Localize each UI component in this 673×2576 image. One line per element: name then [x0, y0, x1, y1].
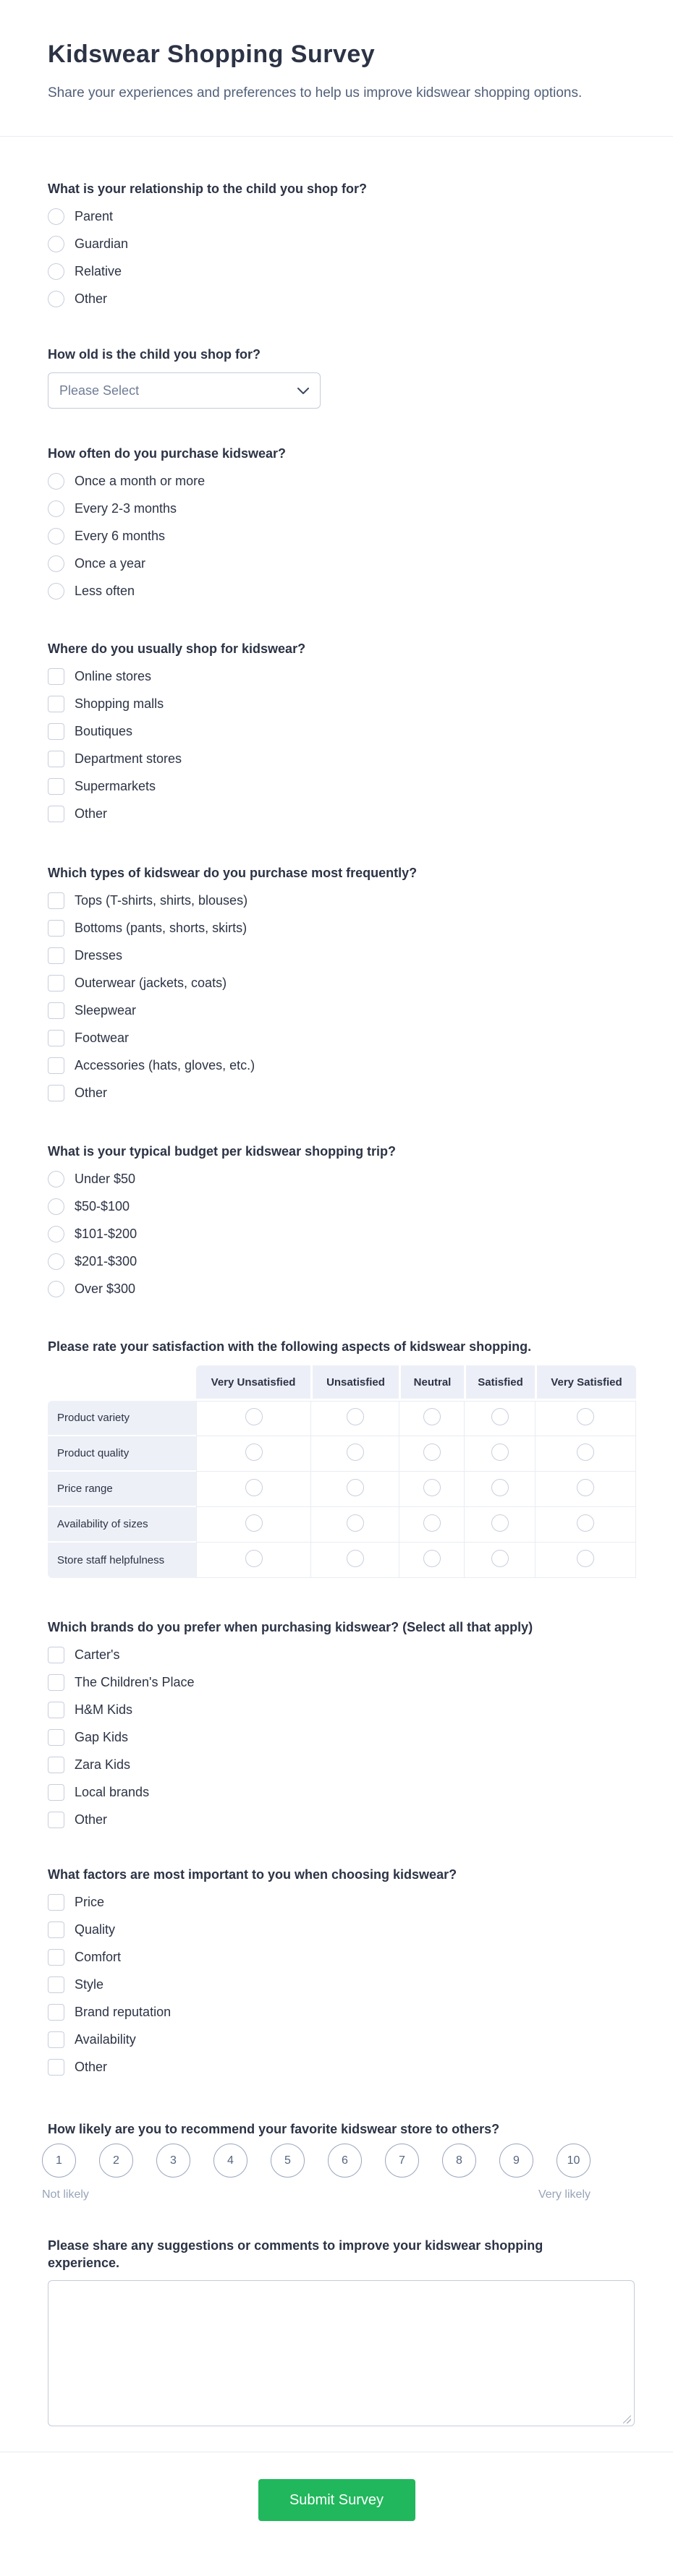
- checkbox-icon[interactable]: [48, 1057, 64, 1074]
- radio-option[interactable]: [48, 555, 635, 572]
- checkbox-option[interactable]: [48, 1784, 635, 1801]
- matrix-radio-icon[interactable]: [491, 1550, 509, 1567]
- checkbox-option[interactable]: [48, 1922, 635, 1938]
- checkbox-option[interactable]: [48, 1002, 635, 1019]
- scale-labels: [42, 2186, 591, 2204]
- radio-option[interactable]: [48, 1226, 635, 1242]
- matrix-cell[interactable]: [310, 1472, 399, 1507]
- matrix-radio-icon[interactable]: [577, 1443, 594, 1461]
- matrix-radio-icon[interactable]: [423, 1408, 441, 1425]
- checkbox-icon[interactable]: [48, 1922, 64, 1938]
- checkbox-icon[interactable]: [48, 696, 64, 712]
- checkbox-icon[interactable]: [48, 1894, 64, 1911]
- radio-option[interactable]: [48, 1198, 635, 1215]
- option-label: Less often: [75, 584, 135, 598]
- resize-handle-icon[interactable]: [623, 2415, 631, 2423]
- radio-option[interactable]: [48, 528, 635, 545]
- option-label: $50-$100: [75, 1199, 130, 1214]
- checkbox-icon[interactable]: [48, 1674, 64, 1691]
- option-label: Comfort: [75, 1950, 122, 1964]
- matrix-cell[interactable]: [310, 1401, 399, 1436]
- checkbox-option[interactable]: [48, 1894, 635, 1911]
- matrix-radio-icon[interactable]: [347, 1479, 364, 1496]
- matrix-cell[interactable]: [310, 1507, 399, 1543]
- matrix-cell[interactable]: [196, 1543, 310, 1578]
- option-label: Every 2-3 months: [75, 501, 177, 516]
- radio-icon[interactable]: [48, 583, 64, 600]
- matrix-radio-icon[interactable]: [347, 1443, 364, 1461]
- matrix-radio-icon[interactable]: [347, 1550, 364, 1567]
- matrix-radio-icon[interactable]: [423, 1479, 441, 1496]
- checkbox-icon[interactable]: [48, 1002, 64, 1019]
- checkbox-option[interactable]: [48, 1729, 635, 1746]
- matrix-column-header: Unsatisfied: [310, 1365, 399, 1401]
- radio-icon[interactable]: [48, 1198, 64, 1215]
- question-label: How likely are you to recommend your favorite kidswear store to others?: [48, 2122, 500, 2136]
- matrix-column-header: Very Satisfied: [535, 1365, 636, 1401]
- option-label: The Children's Place: [75, 1675, 195, 1689]
- matrix-row: [48, 1472, 636, 1507]
- matrix-cell[interactable]: [310, 1543, 399, 1578]
- matrix-row-label: Availability of sizes: [48, 1507, 196, 1543]
- scale-option-10[interactable]: [556, 2144, 591, 2178]
- checkbox-icon[interactable]: [48, 2059, 64, 2076]
- matrix-row: [48, 1436, 636, 1472]
- radio-option[interactable]: [48, 473, 635, 490]
- radio-icon[interactable]: [48, 291, 64, 307]
- chevron-down-icon: [297, 388, 309, 394]
- question-label: How often do you purchase kidswear?: [48, 446, 287, 461]
- matrix-cell[interactable]: [196, 1436, 310, 1472]
- question-label: How old is the child you shop for?: [48, 347, 261, 362]
- option-label: Other: [75, 1086, 108, 1100]
- checkbox-option[interactable]: [48, 1085, 635, 1101]
- scale-option-5[interactable]: [271, 2144, 305, 2178]
- question-budget: [0, 1143, 673, 1297]
- checkbox-option[interactable]: [48, 1976, 635, 1993]
- checkbox-icon[interactable]: [48, 806, 64, 822]
- option-label: Relative: [75, 264, 122, 278]
- radio-icon[interactable]: [48, 1253, 64, 1270]
- question-label: What is your typical budget per kidswear shopping trip?: [48, 1144, 397, 1159]
- checkbox-icon[interactable]: [48, 751, 64, 767]
- checkbox-option[interactable]: [48, 723, 635, 740]
- scale-number: 2: [113, 2154, 119, 2167]
- child-age-select[interactable]: [48, 372, 321, 409]
- radio-option[interactable]: [48, 291, 635, 307]
- option-label: Quality: [75, 1922, 116, 1937]
- scale-option-8[interactable]: [442, 2144, 476, 2178]
- checkbox-icon[interactable]: [48, 1702, 64, 1718]
- option-label: Bottoms (pants, shorts, skirts): [75, 921, 247, 935]
- matrix-radio-icon[interactable]: [577, 1408, 594, 1425]
- matrix-row-label: Product quality: [48, 1436, 196, 1472]
- checkbox-option[interactable]: [48, 892, 635, 909]
- matrix-cell[interactable]: [196, 1472, 310, 1507]
- checkbox-option[interactable]: [48, 668, 635, 685]
- option-label: Other: [75, 1812, 108, 1827]
- matrix-radio-icon[interactable]: [423, 1443, 441, 1461]
- question-frequency: [0, 445, 673, 600]
- option-label: Accessories (hats, gloves, etc.): [75, 1058, 255, 1072]
- matrix-radio-icon[interactable]: [491, 1408, 509, 1425]
- option-label: Once a month or more: [75, 474, 206, 488]
- matrix-row-label: Product variety: [48, 1401, 196, 1436]
- matrix-radio-icon[interactable]: [245, 1443, 263, 1461]
- radio-option[interactable]: [48, 1171, 635, 1187]
- matrix-cell[interactable]: [464, 1401, 535, 1436]
- matrix-row: [48, 1543, 636, 1578]
- matrix-radio-icon[interactable]: [245, 1408, 263, 1425]
- checkbox-option[interactable]: [48, 1757, 635, 1773]
- checkbox-option[interactable]: [48, 1647, 635, 1663]
- option-label: Other: [75, 291, 108, 306]
- scale-option-1[interactable]: [42, 2144, 76, 2178]
- option-label: Zara Kids: [75, 1757, 131, 1772]
- scale-number: 9: [513, 2154, 520, 2167]
- question-label: Where do you usually shop for kidswear?: [48, 641, 306, 656]
- scale-number: 1: [56, 2154, 62, 2167]
- option-label: Gap Kids: [75, 1730, 129, 1744]
- checkbox-icon[interactable]: [48, 1976, 64, 1993]
- question-label: Please share any suggestions or comments to improve your kidswear shopping experience.: [48, 2238, 543, 2270]
- checkbox-icon[interactable]: [48, 2004, 64, 2021]
- scale-option-6[interactable]: [328, 2144, 362, 2178]
- option-label: Under $50: [75, 1172, 136, 1186]
- radio-icon[interactable]: [48, 263, 64, 280]
- scale-min-label: Not likely: [42, 2188, 89, 2201]
- comments-textarea[interactable]: [48, 2280, 635, 2426]
- radio-icon[interactable]: [48, 236, 64, 252]
- radio-icon[interactable]: [48, 1226, 64, 1242]
- matrix-cell[interactable]: [399, 1472, 464, 1507]
- checkbox-option[interactable]: [48, 696, 635, 712]
- scale-option-4[interactable]: [213, 2144, 247, 2178]
- form-title: Kidswear Shopping Survey: [48, 40, 376, 68]
- question-relationship: [0, 180, 673, 307]
- matrix-row-label: Store staff helpfulness: [48, 1543, 196, 1578]
- matrix-column-header: Neutral: [399, 1365, 464, 1401]
- matrix-radio-icon[interactable]: [347, 1514, 364, 1532]
- scale-number: 4: [227, 2154, 234, 2167]
- checkbox-option[interactable]: [48, 806, 635, 822]
- option-label: Department stores: [75, 751, 182, 766]
- checkbox-option[interactable]: [48, 1057, 635, 1074]
- scale-number: 3: [170, 2154, 177, 2167]
- checkbox-option[interactable]: [48, 778, 635, 795]
- radio-option[interactable]: [48, 208, 635, 225]
- option-label: Tops (T-shirts, shirts, blouses): [75, 893, 248, 908]
- option-label: Dresses: [75, 948, 123, 963]
- scale-option-3[interactable]: [156, 2144, 190, 2178]
- matrix-radio-icon[interactable]: [577, 1514, 594, 1532]
- matrix-cell[interactable]: [464, 1543, 535, 1578]
- option-label: Supermarkets: [75, 779, 156, 793]
- option-label: Carter's: [75, 1647, 120, 1662]
- checkbox-icon[interactable]: [48, 1729, 64, 1746]
- radio-icon[interactable]: [48, 528, 64, 545]
- option-label: Over $300: [75, 1281, 136, 1296]
- matrix-radio-icon[interactable]: [245, 1550, 263, 1567]
- checkbox-option[interactable]: [48, 2004, 635, 2021]
- option-label: Availability: [75, 2032, 136, 2047]
- question-satisfaction-matrix: [0, 1338, 673, 1578]
- select-placeholder: Please Select: [59, 383, 140, 398]
- option-label: H&M Kids: [75, 1702, 133, 1717]
- matrix-cell[interactable]: [464, 1472, 535, 1507]
- radio-option[interactable]: [48, 236, 635, 252]
- matrix-row-label: Price range: [48, 1472, 196, 1507]
- checkbox-icon[interactable]: [48, 1812, 64, 1828]
- option-label: Price: [75, 1895, 105, 1909]
- matrix-cell[interactable]: [464, 1507, 535, 1543]
- checkbox-icon[interactable]: [48, 1030, 64, 1046]
- matrix-cell[interactable]: [535, 1507, 636, 1543]
- checkbox-option[interactable]: [48, 2031, 635, 2048]
- matrix-cell[interactable]: [399, 1401, 464, 1436]
- checkbox-option[interactable]: [48, 2059, 635, 2076]
- scale-option-9[interactable]: [499, 2144, 533, 2178]
- option-label: Boutiques: [75, 724, 133, 738]
- radio-option[interactable]: [48, 583, 635, 600]
- checkbox-icon[interactable]: [48, 947, 64, 964]
- question-recommend-scale: [0, 2120, 673, 2204]
- matrix-radio-icon[interactable]: [245, 1514, 263, 1532]
- matrix-row: [48, 1507, 636, 1543]
- scale-number: 7: [399, 2154, 405, 2167]
- radio-option[interactable]: [48, 1281, 635, 1297]
- checkbox-icon[interactable]: [48, 920, 64, 937]
- checkbox-option[interactable]: [48, 1949, 635, 1966]
- option-label: Style: [75, 1977, 104, 1992]
- checkbox-icon[interactable]: [48, 723, 64, 740]
- checkbox-option[interactable]: [48, 975, 635, 991]
- matrix-cell[interactable]: [535, 1436, 636, 1472]
- option-label: Footwear: [75, 1031, 130, 1045]
- checkbox-icon[interactable]: [48, 1784, 64, 1801]
- checkbox-icon[interactable]: [48, 2031, 64, 2048]
- matrix-cell[interactable]: [399, 1436, 464, 1472]
- question-label: Which types of kidswear do you purchase most frequently?: [48, 866, 418, 880]
- question-label: What is your relationship to the child you shop for?: [48, 182, 368, 196]
- radio-option[interactable]: [48, 1253, 635, 1270]
- radio-icon[interactable]: [48, 473, 64, 490]
- matrix-column-header: Satisfied: [464, 1365, 535, 1401]
- checkbox-option[interactable]: [48, 1030, 635, 1046]
- checkbox-option[interactable]: [48, 947, 635, 964]
- form-header: [0, 0, 673, 104]
- radio-icon[interactable]: [48, 208, 64, 225]
- matrix-cell[interactable]: [196, 1507, 310, 1543]
- matrix-column-header: Very Unsatisfied: [196, 1365, 310, 1401]
- question-types: [0, 864, 673, 1101]
- option-label: $101-$200: [75, 1227, 137, 1241]
- matrix-radio-icon[interactable]: [245, 1479, 263, 1496]
- scale-row: [42, 2144, 635, 2178]
- option-label: $201-$300: [75, 1254, 137, 1268]
- header-divider: [0, 136, 673, 137]
- checkbox-option[interactable]: [48, 751, 635, 767]
- checkbox-icon[interactable]: [48, 1949, 64, 1966]
- matrix-radio-icon[interactable]: [423, 1550, 441, 1567]
- radio-icon[interactable]: [48, 555, 64, 572]
- radio-option[interactable]: [48, 500, 635, 517]
- option-label: Local brands: [75, 1785, 150, 1799]
- matrix-cell[interactable]: [464, 1436, 535, 1472]
- radio-icon[interactable]: [48, 500, 64, 517]
- scale-number: 8: [456, 2154, 462, 2167]
- matrix-radio-icon[interactable]: [577, 1550, 594, 1567]
- question-where-shop: [0, 640, 673, 822]
- option-label: Guardian: [75, 236, 129, 251]
- option-label: Sleepwear: [75, 1003, 137, 1018]
- option-label: Outerwear (jackets, coats): [75, 976, 227, 990]
- scale-max-label: Very likely: [538, 2188, 591, 2201]
- matrix-corner-cell: [48, 1365, 196, 1401]
- matrix-cell[interactable]: [399, 1543, 464, 1578]
- scale-number: 10: [567, 2154, 580, 2167]
- question-label: Please rate your satisfaction with the following aspects of kidswear shopping.: [48, 1339, 532, 1354]
- checkbox-icon[interactable]: [48, 778, 64, 795]
- submit-button[interactable]: Submit Survey: [258, 2479, 415, 2521]
- radio-option[interactable]: [48, 263, 635, 280]
- scale-option-7[interactable]: [385, 2144, 419, 2178]
- option-label: Online stores: [75, 669, 152, 683]
- question-factors: [0, 1866, 673, 2076]
- scale-number: 6: [342, 2154, 348, 2167]
- option-label: Parent: [75, 209, 114, 223]
- matrix-cell[interactable]: [535, 1472, 636, 1507]
- matrix-radio-icon[interactable]: [577, 1479, 594, 1496]
- matrix-radio-icon[interactable]: [491, 1443, 509, 1461]
- satisfaction-matrix-table: [48, 1365, 636, 1578]
- matrix-cell[interactable]: [535, 1401, 636, 1436]
- question-brands: [0, 1618, 673, 1828]
- checkbox-option[interactable]: [48, 920, 635, 937]
- form-subtitle: Share your experiences and preferences to help us improve kidswear shopping options.: [48, 85, 583, 101]
- matrix-radio-icon[interactable]: [491, 1514, 509, 1532]
- checkbox-icon[interactable]: [48, 668, 64, 685]
- question-child-age: [0, 346, 673, 409]
- option-label: Brand reputation: [75, 2005, 172, 2019]
- scale-number: 5: [284, 2154, 291, 2167]
- checkbox-icon[interactable]: [48, 975, 64, 991]
- matrix-cell[interactable]: [399, 1507, 464, 1543]
- radio-icon[interactable]: [48, 1171, 64, 1187]
- option-label: Every 6 months: [75, 529, 166, 543]
- matrix-radio-icon[interactable]: [423, 1514, 441, 1532]
- checkbox-icon[interactable]: [48, 1647, 64, 1663]
- checkbox-icon[interactable]: [48, 892, 64, 909]
- checkbox-icon[interactable]: [48, 1085, 64, 1101]
- option-label: Shopping malls: [75, 696, 164, 711]
- checkbox-option[interactable]: [48, 1702, 635, 1718]
- matrix-cell[interactable]: [535, 1543, 636, 1578]
- radio-icon[interactable]: [48, 1281, 64, 1297]
- question-comments: [0, 2237, 673, 2430]
- matrix-radio-icon[interactable]: [347, 1408, 364, 1425]
- matrix-row: [48, 1401, 636, 1436]
- matrix-radio-icon[interactable]: [491, 1479, 509, 1496]
- scale-option-2[interactable]: [99, 2144, 133, 2178]
- matrix-cell[interactable]: [310, 1436, 399, 1472]
- option-label: Once a year: [75, 556, 146, 571]
- matrix-cell[interactable]: [196, 1401, 310, 1436]
- checkbox-icon[interactable]: [48, 1757, 64, 1773]
- checkbox-option[interactable]: [48, 1812, 635, 1828]
- option-label: Other: [75, 2060, 108, 2074]
- checkbox-option[interactable]: [48, 1674, 635, 1691]
- option-label: Other: [75, 806, 108, 821]
- question-label: Which brands do you prefer when purchasing kidswear? (Select all that apply): [48, 1620, 533, 1634]
- question-label: What factors are most important to you when choosing kidswear?: [48, 1867, 457, 1882]
